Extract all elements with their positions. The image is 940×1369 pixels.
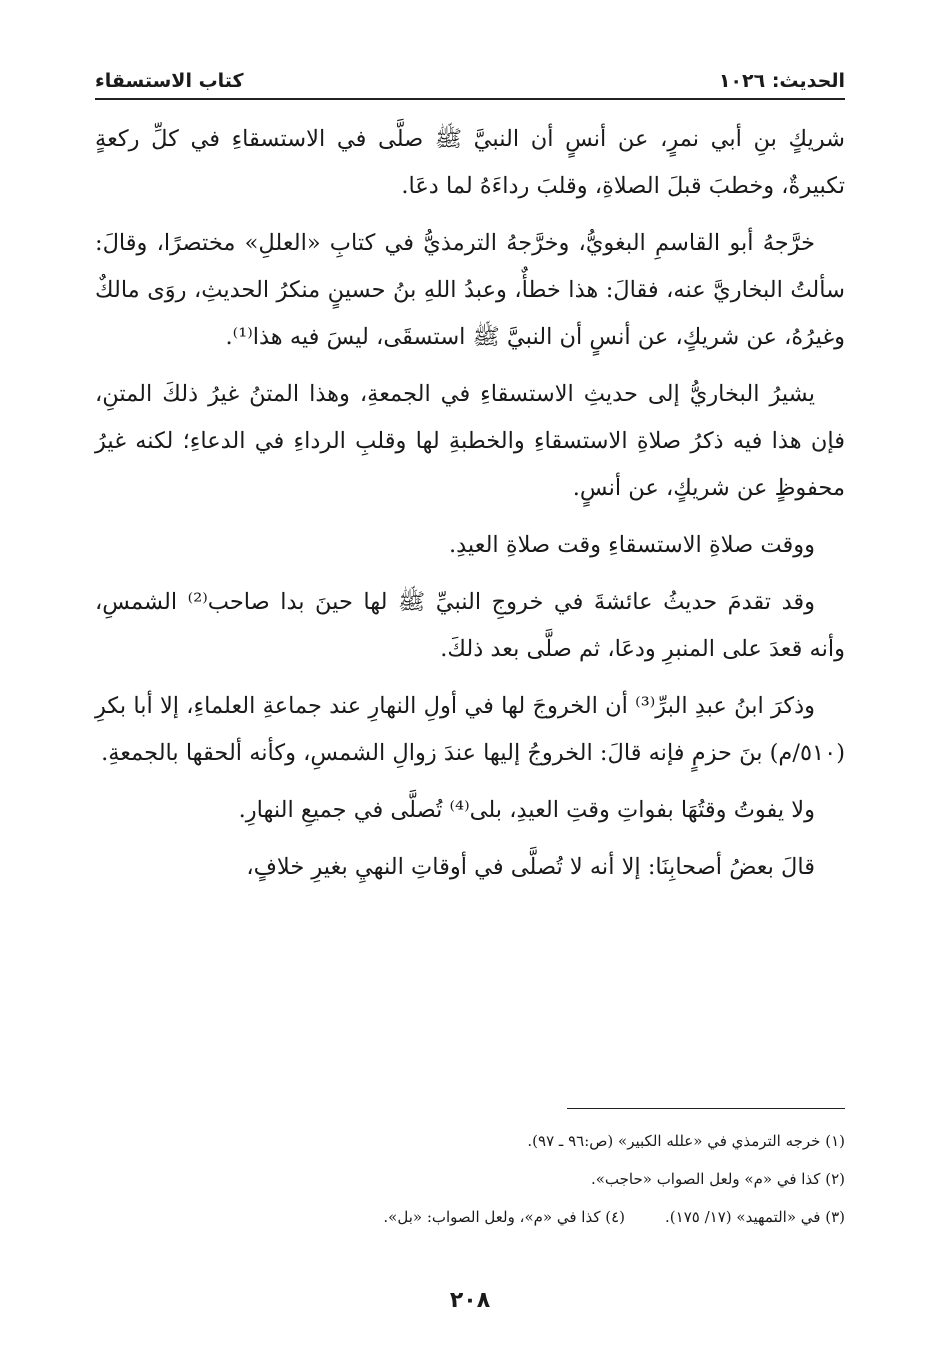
footnote-divider [567, 1108, 845, 1109]
main-text [95, 116, 845, 891]
paragraph-5: وقد تقدمَ حديثُ عائشةَ في خروجِ النبيِّ ﷺ لها حينَ بدا صاحب⁽²⁾ الشمسِ، وأنه قعدَ على المنبرِ ودعَا، ثم صلَّى بعد ذلكَ. [95, 589, 845, 662]
paragraph-7: ولا يفوتُ وقتُهَا بفواتِ وقتِ العيدِ، بلى⁽⁴⁾ تُصلَّى في جميعِ النهارِ. [238, 797, 815, 823]
page-number: ٢٠٨ [449, 1288, 491, 1313]
footnote-1: (١) خرجه الترمذي في «علله الكبير» (ص:٩٦ ـ ٩٧). [527, 1132, 845, 1150]
chapter-title: كتاب الاستسقاء [95, 70, 244, 92]
footnote-2: (٢) كذا في «م» ولعل الصواب «حاجب». [590, 1170, 845, 1188]
paragraph-2: خرَّجهُ أبو القاسمِ البغويُّ، وخرَّجهُ الترمذيُّ في كتابِ «العللِ» مختصرًا، وقالَ: سألتُ البخاريَّ عنه، فقالَ: هذا خطأٌ، وعبدُ اللهِ بنُ حسينٍ منكرُ الحديثِ، روَى مالكٌ وغيرُهُ، عن شريكٍ، عن أنسٍ أن النبيَّ ﷺ استسقَى، ليسَ فيه هذا⁽¹⁾. [95, 230, 845, 350]
paragraph-6: وذكرَ ابنُ عبدِ البرِّ⁽³⁾ أن الخروجَ لها في أولِ النهارِ عند جماعةِ العلماءِ، إلا أبا بكرِ (٥١٠/م) بنَ حزمٍ فإنه قالَ: الخروجُ إليها عندَ زوالِ الشمسِ، وكأنه ألحقها بالجمعةِ. [95, 693, 845, 766]
footnote-4: (٤) كذا في «م»، ولعل الصواب: «بل». [383, 1208, 626, 1226]
paragraph-4: ووقت صلاةِ الاستسقاءِ وقت صلاةِ العيدِ. [448, 532, 815, 558]
paragraph-8: قالَ بعضُ أصحابِنَا: إلا أنه لا تُصلَّى في أوقاتِ النهيِ بغيرِ خلافٍ، [246, 854, 815, 880]
running-header [95, 62, 845, 100]
paragraph-3: يشيرُ البخاريُّ إلى حديثِ الاستسقاءِ في الجمعةِ، وهذا المتنُ غيرُ ذلكَ المتنِ، فإن هذا فيه ذكرُ صلاةِ الاستسقاءِ والخطبةِ لها وقلبِ الرداءِ في الدعاءِ؛ لكنه غيرُ محفوظٍ عن شريكٍ، عن أنسٍ. [95, 381, 845, 501]
footnotes [95, 1122, 845, 1236]
footnote-3: (٣) في «التمهيد» (١٧/ ١٧٥). [665, 1208, 845, 1226]
book-page [95, 62, 845, 1313]
hadith-number: الحديث: ١٠٢٦ [718, 70, 845, 92]
footnote-row-3-4 [95, 1198, 845, 1236]
paragraph-1: شريكٍ بنِ أبي نمرٍ، عن أنسٍ أن النبيَّ ﷺ صلَّى في الاستسقاءِ في كلِّ ركعةٍ تكبيرةٌ، وخطبَ قبلَ الصلاةِ، وقلبَ رداءَهُ لما دعَا. [95, 126, 845, 199]
